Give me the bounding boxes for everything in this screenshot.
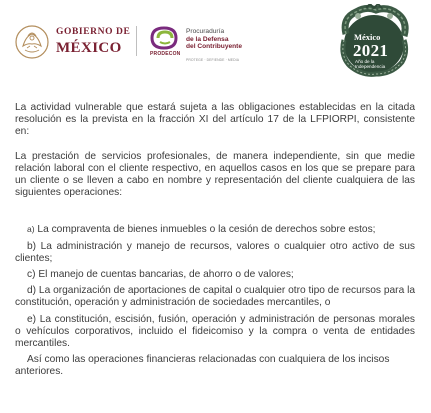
list-item-text: La organización de aportaciones de capital o cualquier otro tipo de recursos para la constitución, operación y administración de sociedades mercantiles, o — [15, 285, 415, 309]
gobierno-de-mexico-logo — [14, 22, 132, 64]
mexico-2021-seal — [336, 4, 412, 78]
page-header — [0, 0, 431, 82]
list-item — [15, 223, 415, 236]
list-item-letter: e) — [27, 313, 37, 325]
seal-line1: México — [354, 32, 381, 42]
list-item-letter: a) — [27, 224, 35, 235]
list-item-text: La compraventa de bienes inmuebles o la cesión de derechos sobre estos; — [37, 224, 376, 236]
prodecon-emblem-icon — [148, 26, 182, 50]
list-item — [15, 241, 415, 265]
gobierno-wordmark — [56, 28, 130, 56]
prodecon-line3: del Contribuyente — [186, 43, 243, 51]
list-item — [15, 285, 415, 309]
gobierno-line2: MÉXICO — [56, 39, 122, 56]
list-item — [15, 269, 415, 281]
prodecon-logo — [148, 26, 248, 62]
seal-line3: Año de la Independencia — [355, 59, 386, 69]
header-divider — [136, 26, 137, 56]
prodecon-acronym: PRODECON — [150, 51, 181, 57]
prodecon-tagline: PROTEGE · DEFIENDE · MEDIA — [186, 58, 240, 62]
intro-paragraph: La actividad vulnerable que estará sujeta a las obligaciones establecidas en la citada resolución es la prevista en la fracción XI del artículo 17 de la LFPIORPI, consistente en: — [15, 102, 415, 138]
list-item-letter: d) — [27, 285, 37, 297]
list-item-text: La administración y manejo de recursos, valores o cualquier otro activo de sus clientes; — [15, 240, 415, 264]
description-paragraph: La prestación de servicios profesionales, de manera independiente, sin que medie relación laboral con el cliente respectivo, en aquellos casos en los que se prepare para un cliente o se lleven a cabo en nombre y representación del cliente cualquiera de las siguientes operaciones: — [15, 150, 415, 199]
seal-line2: 2021 — [353, 41, 389, 60]
list-item-letter: b) — [27, 240, 37, 252]
list-item — [15, 314, 415, 351]
list-item-text: El manejo de cuentas bancarias, de ahorro o de valores; — [38, 269, 294, 281]
prodecon-name — [186, 28, 242, 51]
closing-paragraph: Así como las operaciones financieras relacionadas con cualquiera de los incisos anteriores. — [15, 354, 390, 378]
list-item-text: La constitución, escisión, fusión, operación y administración de personas morales o vehículos corporativos, incluido el fideicomiso y la compra o venta de entidades mercantiles. — [15, 313, 415, 350]
list-item-letter: c) — [27, 269, 36, 281]
prodecon-line2: de la Defensa — [186, 35, 229, 43]
document-body — [15, 102, 415, 379]
coat-of-arms-icon — [14, 24, 50, 60]
gobierno-line1: GOBIERNO DE — [56, 27, 131, 37]
prodecon-line1: Procuraduría — [186, 28, 225, 35]
